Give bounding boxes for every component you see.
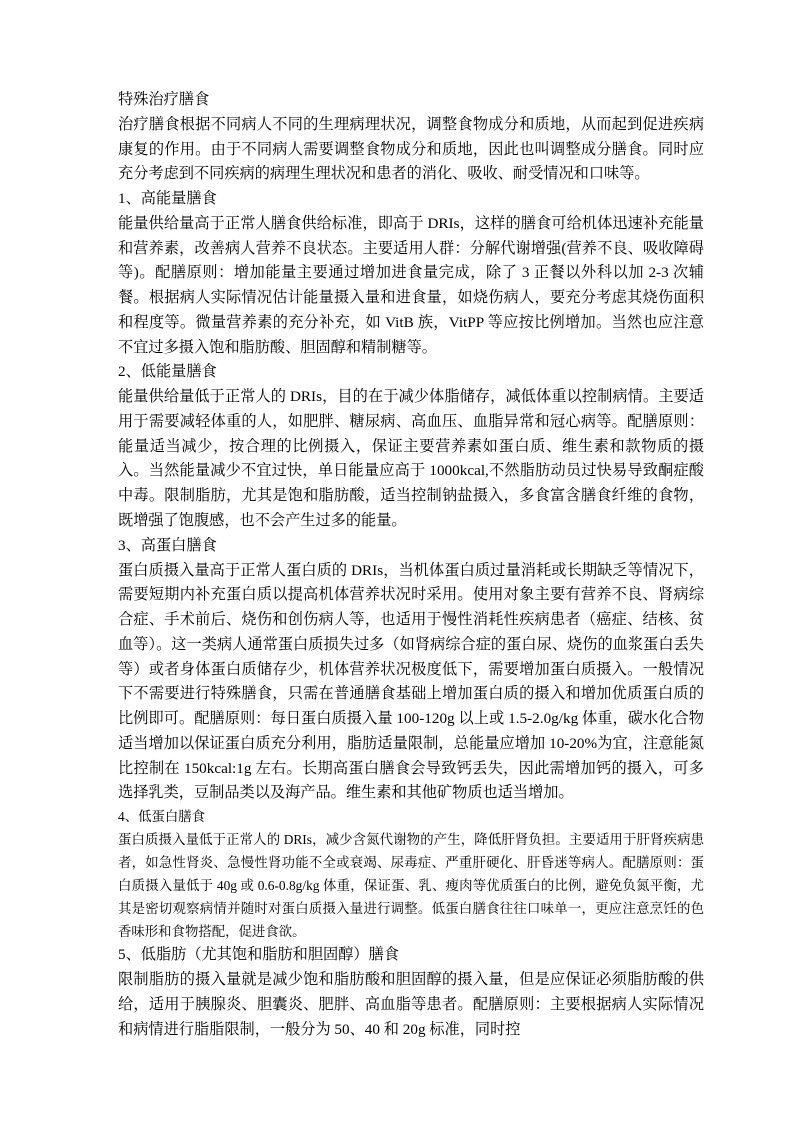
section-heading-4: 4、低蛋白膳食 — [118, 809, 206, 825]
section-heading: 特殊治疗膳食 — [118, 91, 210, 108]
section-heading-5: 5、低脂肪（尤其饱和脂肪和胆固醇）膳食 — [118, 946, 399, 964]
section-heading-2: 2、低能量膳食 — [118, 363, 217, 381]
paragraph-low-fat: 限制脂肪的摄入量就是减少饱和脂肪酸和胆固醇的摄入量，但是应保证必须脂肪酸的供给，适用于胰腺炎、胆囊炎、肥胖、高血脂等患者。配膳原则：主要根据病人实际情况和病情进行脂脂限制，一般分为 50、40 和 20g 标准，同时控 — [118, 971, 704, 1038]
document-body — [118, 88, 704, 1042]
paragraph-high-protein: 蛋白质摄入量高于正常人蛋白质的 DRIs，当机体蛋白质过量消耗或长期缺乏等情况下，需要短期内补充蛋白质以提高机体营养状况时采用。使用对象主要有营养不良、肾病综合症、手术前后、烧伤和创伤病人等，也适用于慢性消耗性疾病患者（癌症、结核、贫血等）。这一类病人通常蛋白质损失过多（如肾病综合症的蛋白尿、烧伤的血浆蛋白丢失等）或者身体蛋白质储存少，机体营养状况极度低下，需要增加蛋白质摄入。一般情况下不需要进行特殊膳食，只需在普通膳食基础上增加蛋白质的摄入和增加优质蛋白质的比例即可。配膳原则：每日蛋白质摄入量 100-120g 以上或 1.5-2.0g/kg 体重，碳水化合物适当增加以保证蛋白质充分利用，脂肪适量限制，总能量应增加 10-20%为宜，注意能氮比控制在 150kcal:1g 左右。长期高蛋白膳食会导致钙丢失，因此需增加钙的摄入，可多选择乳类，豆制品类以及海产品。维生素和其他矿物质也适当增加。 — [118, 561, 704, 802]
section-heading-3: 3、高蛋白膳食 — [118, 536, 217, 554]
section-heading-1: 1、高能量膳食 — [118, 190, 217, 208]
paragraph-low-protein: 蛋白质摄入量低于正常人的 DRIs，减少含氮代谢物的产生，降低肝肾负担。主要适用于肝肾疾病患者，如急性肾炎、急慢性肾功能不全或衰竭、尿毒症、严重肝硬化、肝昏迷等病人。配膳原则：蛋白质摄入量低于 40g 或 0.6-0.8g/kg 体重，保证蛋、乳、瘦肉等优质蛋白的比例，避免负氮平衡，尤其是密切观察病情并随时对蛋白质摄入量进行调整。低蛋白膳食往往口味单一，更应注意烹饪的色香味形和食物搭配，促进食欲。 — [118, 832, 704, 940]
paragraph-intro: 治疗膳食根据不同病人不同的生理病理状况，调整食物成分和质地，从而起到促进疾病康复的作用。由于不同病人需要调整食物成分和质地，因此也叫调整成分膳食。同时应充分考虑到不同疾病的病理生理状况和患者的消化、吸收、耐受情况和口味等。 — [118, 115, 704, 183]
paragraph-low-energy: 能量供给量低于正常人的 DRIs，目的在于减少体脂储存，减低体重以控制病情。主要适用于需要减轻体重的人，如肥胖、糖尿病、高血压、血脂异常和冠心病等。配膳原则：能量适当减少，按合理的比例摄入，保证主要营养素如蛋白质、维生素和款物质的摄入。当然能量减少不宜过快，单日能量应高于 1000kcal,不然脂肪动员过快易导致酮症酸中毒。限制脂肪，尤其是饱和脂肪酸，适当控制钠盐摄入，多食富含膳食纤维的食物，既增强了饱腹感，也不会产生过多的能量。 — [118, 388, 704, 530]
paragraph-high-energy: 能量供给量高于正常人膳食供给标准，即高于 DRIs，这样的膳食可给机体迅速补充能量和营养素，改善病人营养不良状态。主要适用人群：分解代谢增强(营养不良、吸收障碍等)。配膳原则：增加能量主要通过增加进食量完成，除了 3 正餐以外科以加 2-3 次辅餐。根据病人实际情况估计能量摄入量和进食量，如烧伤病人，要充分考虑其烧伤面积和程度等。微量营养素的充分补充，如 VitB 族，VitPP 等应按比例增加。当然也应注意不宜过多摄入饱和脂肪酸、胆固醇和精制糖等。 — [118, 214, 704, 356]
